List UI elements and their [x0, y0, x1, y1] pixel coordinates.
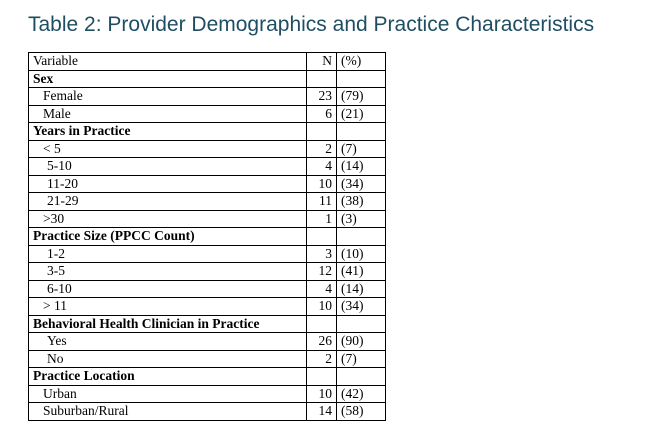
- table-row: [29, 263, 386, 281]
- row-n: 23: [307, 88, 337, 106]
- table-row: [29, 193, 386, 211]
- row-label: >30: [29, 210, 307, 228]
- table-row: [29, 385, 386, 403]
- table-row: [29, 298, 386, 316]
- row-pct: (34): [337, 298, 386, 316]
- row-n: 3: [307, 245, 337, 263]
- row-label: 11-20: [29, 175, 307, 193]
- row-pct: (14): [337, 158, 386, 176]
- row-n: 10: [307, 298, 337, 316]
- table-group-row: [29, 123, 386, 141]
- row-n: 4: [307, 280, 337, 298]
- table-row: [29, 105, 386, 123]
- row-n: 2: [307, 140, 337, 158]
- row-label: 5-10: [29, 158, 307, 176]
- header-n: N: [307, 53, 337, 71]
- row-label: Suburban/Rural: [29, 403, 307, 421]
- row-label: 21-29: [29, 193, 307, 211]
- table-row: [29, 333, 386, 351]
- row-pct: (14): [337, 280, 386, 298]
- row-n: [307, 315, 337, 333]
- row-label: Yes: [29, 333, 307, 351]
- row-pct: (42): [337, 385, 386, 403]
- row-n: [307, 368, 337, 386]
- header-variable: Variable: [29, 53, 307, 71]
- table-group-row: [29, 228, 386, 246]
- table-row: [29, 350, 386, 368]
- row-n: 2: [307, 350, 337, 368]
- row-pct: [337, 70, 386, 88]
- row-pct: [337, 368, 386, 386]
- row-n: 6: [307, 105, 337, 123]
- row-n: 10: [307, 175, 337, 193]
- row-pct: (3): [337, 210, 386, 228]
- table-row: [29, 210, 386, 228]
- row-label: Practice Location: [29, 368, 307, 386]
- row-pct: (7): [337, 140, 386, 158]
- table-title: Table 2: Provider Demographics and Practice Characteristics: [28, 13, 595, 36]
- row-pct: [337, 123, 386, 141]
- row-label: > 11: [29, 298, 307, 316]
- row-label: Practice Size (PPCC Count): [29, 228, 307, 246]
- row-label: Sex: [29, 70, 307, 88]
- table-row: [29, 158, 386, 176]
- row-pct: (41): [337, 263, 386, 281]
- row-n: 26: [307, 333, 337, 351]
- row-label: No: [29, 350, 307, 368]
- row-label: Urban: [29, 385, 307, 403]
- row-pct: (90): [337, 333, 386, 351]
- table-row: [29, 88, 386, 106]
- table-group-row: [29, 368, 386, 386]
- table-row: [29, 403, 386, 421]
- row-n: 12: [307, 263, 337, 281]
- row-pct: (34): [337, 175, 386, 193]
- table-group-row: [29, 315, 386, 333]
- row-label: Behavioral Health Clinician in Practice: [29, 315, 307, 333]
- row-pct: (21): [337, 105, 386, 123]
- row-label: Male: [29, 105, 307, 123]
- row-pct: [337, 228, 386, 246]
- row-n: 10: [307, 385, 337, 403]
- row-pct: (10): [337, 245, 386, 263]
- row-pct: [337, 315, 386, 333]
- table-row: [29, 245, 386, 263]
- row-n: 14: [307, 403, 337, 421]
- table-row: [29, 280, 386, 298]
- table-row: [29, 140, 386, 158]
- row-pct: (58): [337, 403, 386, 421]
- row-label: Years in Practice: [29, 123, 307, 141]
- table-header-row: [29, 53, 386, 71]
- row-n: 1: [307, 210, 337, 228]
- row-label: < 5: [29, 140, 307, 158]
- row-label: Female: [29, 88, 307, 106]
- row-n: [307, 123, 337, 141]
- row-label: 1-2: [29, 245, 307, 263]
- row-label: 6-10: [29, 280, 307, 298]
- row-n: 4: [307, 158, 337, 176]
- table-row: [29, 175, 386, 193]
- row-n: [307, 70, 337, 88]
- table-group-row: [29, 70, 386, 88]
- row-label: 3-5: [29, 263, 307, 281]
- row-pct: (38): [337, 193, 386, 211]
- header-pct: (%): [337, 53, 386, 71]
- row-n: [307, 228, 337, 246]
- row-pct: (79): [337, 88, 386, 106]
- row-n: 11: [307, 193, 337, 211]
- row-pct: (7): [337, 350, 386, 368]
- demographics-table: [28, 52, 386, 421]
